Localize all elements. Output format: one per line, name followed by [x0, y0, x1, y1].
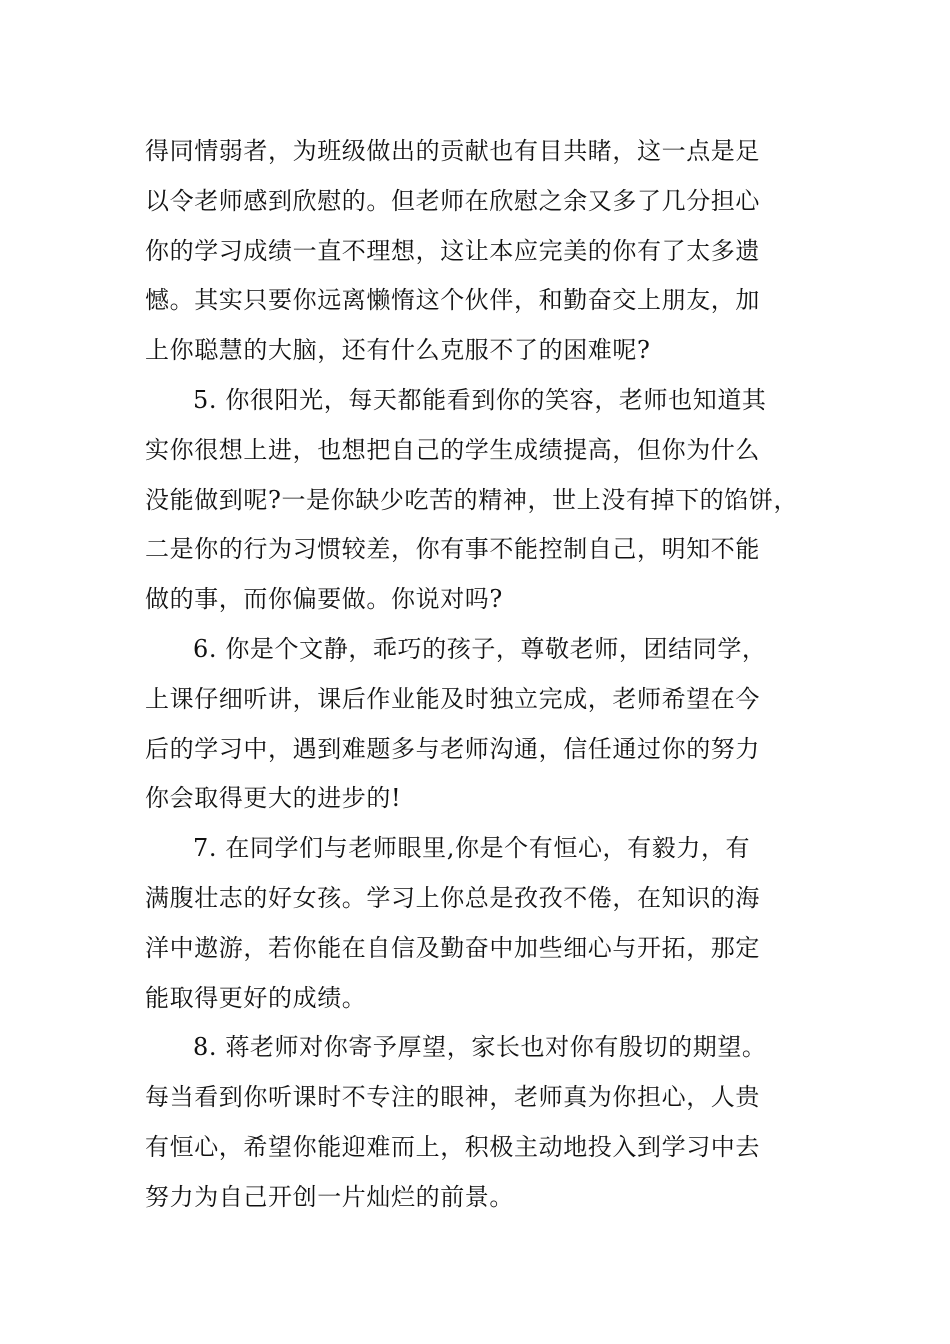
text-line: 后的学习中，遇到难题多与老师沟通，信任通过你的努力: [145, 734, 760, 763]
text-line: 每当看到你听课时不专注的眼神，老师真为你担心，人贵: [145, 1083, 760, 1112]
text-line: 上课仔细听讲，课后作业能及时独立完成，老师希望在今: [145, 684, 760, 713]
paragraph-6-start: 6. 你是个文静，乖巧的孩子，尊敬老师，团结同学，: [193, 634, 767, 663]
text-line: 实你很想上进，也想把自己的学生成绩提高，但你为什么: [145, 435, 760, 464]
text-line: 有恒心，希望你能迎难而上，积极主动地投入到学习中去: [145, 1132, 760, 1161]
text-line: 你会取得更大的进步的!: [145, 784, 402, 813]
text-line: 你的学习成绩一直不理想，这让本应完美的你有了太多遗: [145, 236, 760, 265]
paragraph-8-start: 8. 蒋老师对你寄予厚望，家长也对你有殷切的期望。: [193, 1033, 767, 1062]
text-line: 憾。其实只要你远离懒惰这个伙伴，和勤奋交上朋友，加: [145, 286, 760, 315]
document-body: [145, 127, 825, 1223]
text-line: 没能做到呢?一是你缺少吃苦的精神，世上没有掉下的馅饼，: [145, 485, 799, 514]
paragraph-7-start: 7. 在同学们与老师眼里,你是个有恒心，有毅力，有: [193, 834, 751, 863]
text-line: 能取得更好的成绩。: [145, 983, 367, 1012]
text-line: 努力为自己开创一片灿烂的前景。: [145, 1182, 514, 1211]
text-line: 上你聪慧的大脑，还有什么克服不了的困难呢?: [145, 336, 651, 365]
text-line: 得同情弱者，为班级做出的贡献也有目共睹，这一点是足: [145, 137, 760, 165]
paragraph-5-start: 5. 你很阳光，每天都能看到你的笑容，老师也知道其: [193, 385, 767, 414]
text-line: 洋中遨游，若你能在自信及勤奋中加些细心与开拓，那定: [145, 933, 760, 962]
text-line: 以令老师感到欣慰的。但老师在欣慰之余又多了几分担心: [145, 186, 760, 215]
text-line: 做的事，而你偏要做。你说对吗?: [145, 585, 503, 614]
text-line: 二是你的行为习惯较差，你有事不能控制自己，明知不能: [145, 535, 760, 564]
text-line: 满腹壮志的好女孩。学习上你总是孜孜不倦，在知识的海: [145, 883, 760, 912]
